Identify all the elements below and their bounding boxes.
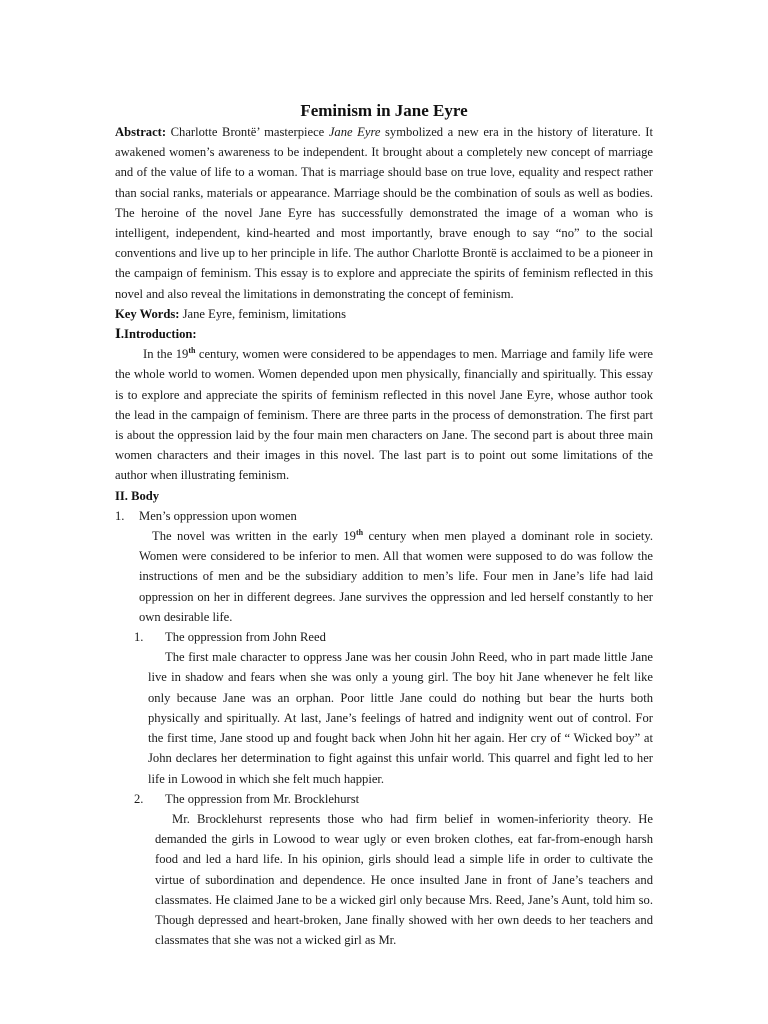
section-1-paragraph [139, 526, 653, 627]
keywords-label: Key Words: [115, 306, 180, 321]
introduction-text-rest: century, women were considered to be appendages to men. Marriage and family life were the whole world to women. Women depended upon men physically, financially and spiritually. This essay is to explore and appreciate the spirits of feminism reflected in this novel Jane Eyre, whose author took the lead in the campaign of feminism. There are three parts in the process of demonstration. The first part is about the oppression laid by the four main men characters on Jane. The second part is about three main women characters and their images in this novel. The last part is to point out some limitations of the author when illustrating feminism. [115, 347, 653, 483]
ordinal-superscript: th [355, 528, 364, 538]
document-title: Feminism in Jane Eyre [300, 101, 468, 120]
section-1-heading [115, 506, 653, 526]
subsection-1-heading [134, 627, 653, 647]
section-1-number: 1. [115, 508, 125, 523]
document-page [115, 100, 653, 950]
introduction-text-start: In the 19 [143, 347, 189, 362]
body-heading: II. Body [115, 488, 160, 503]
abstract-text-rest: symbolized a new era in the history of literature. It awakened women’s awareness to be independent. It brought about a completely new concept of marriage and of the value of life to a woman. That is marriage should base on true love, equality and respect rather than social ranks, materials or appearance. Marriage should be the combination of souls as well as bodies. The heroine of the novel Jane Eyre has successfully demonstrated the image of a woman who is intelligent, independent, kind-hearted and most importantly, brave enough to say “no” to the social conventions and live up to her principle in life. The author Charlotte Brontë is acclaimed to be a pioneer in the campaign of feminism. This essay is to explore and appreciate the spirits of feminism reflected in this novel and also reveal the limitations in demonstrating the concept of feminism. [115, 125, 653, 301]
subsection-1-number: 1. [134, 630, 144, 645]
keywords-line [115, 304, 653, 324]
section-1-title: Men’s oppression upon women [139, 508, 297, 523]
subsection-2-number: 2. [134, 791, 144, 806]
section-1-text-start: The novel was written in the early 19 [152, 529, 356, 544]
introduction-heading: Ⅰ.Introduction: [115, 327, 197, 342]
abstract-book-title: Jane Eyre [328, 125, 381, 139]
abstract-paragraph [115, 122, 653, 304]
introduction-paragraph [115, 344, 653, 485]
keywords-text: Jane Eyre, feminism, limitations [179, 306, 346, 321]
abstract-label: Abstract: [115, 125, 167, 139]
ordinal-superscript: th [188, 346, 196, 356]
section-1-text-rest: century when men played a dominant role in society. Women were considered to be inferior to men. All that women were supposed to do was follow the instructions of men and be the subsidiary addition to men’s life. Four men in Jane’s life had laid oppression on her in different degrees. Jane survives the oppression and led herself constantly to her own desirable life. [139, 529, 653, 624]
subsection-2-title: The oppression from Mr. Brocklehurst [165, 791, 360, 806]
subsection-1-paragraph: The first male character to oppress Jane was her cousin John Reed, who in part made little Jane live in shadow and fears when she was only a young girl. The boy hit Jane whenever he felt like only because Jane was an orphan. Poor little Jane could do nothing but bear the hurts both physically and spiritually. At last, Jane’s feelings of hatred and indignity went out of control. For the first time, Jane stood up and fought back when John hit her again. Her cry of “ Wicked boy” at John declares her determination to fight against this unfair world. This quarrel and fight led to her life in Lowood in which she felt much happier. [148, 650, 653, 786]
abstract-text-start: Charlotte Brontë’ masterpiece [166, 125, 329, 139]
subsection-2-paragraph: Mr. Brocklehurst represents those who had firm belief in women-inferiority theory. He demanded the girls in Lowood to wear ugly or even broken clothes, eat far-from-enough harsh food and led a hard life. In his opinion, girls should lead a simple life in order to cultivate the virtue of subordination and dependence. He once insulted Jane in front of Jane’s teachers and classmates. He claimed Jane to be a wicked girl only because Mrs. Reed, Jane’s Aunt, told him so. Though depressed and heart-broken, Jane finally showed with her own deeds to her teachers and classmates that she was not a wicked girl as Mr. [155, 811, 653, 948]
subsection-1-title: The oppression from John Reed [165, 630, 326, 645]
subsection-2-heading [134, 789, 653, 809]
